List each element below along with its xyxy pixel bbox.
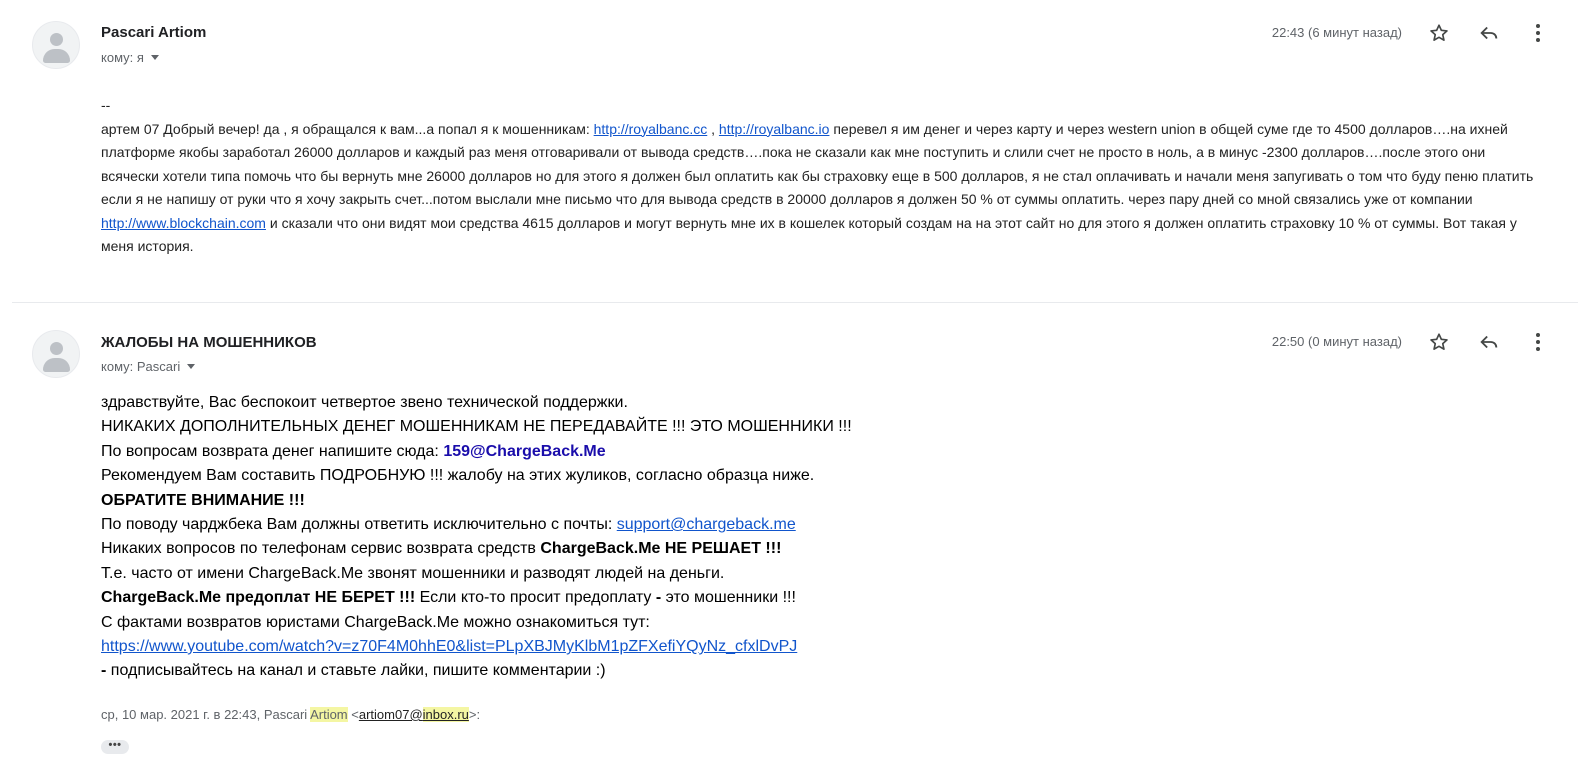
sender-name[interactable]: Pascari Artiom xyxy=(101,24,207,41)
message-paragraph: артем 07 Добрый вечер! да , я обращался к вам...а попал я к мошенникам: http://royalbanc.cc , http://royalbanc.io перевел я им денег и через карту и через western union в общей суме где то 4500 долларов….на ихней платформе якобы заработал 26000 долларов и каждый раз меня отговаривали от вывода средств….пока не сказали как мне поступить и слили счет не просто в ноль, а в минус -2300 долларов….после этого они всячески хотели типа помочь что бы вернуть мне 26000 долларов но для этого я должен был оплатить как бы страховку еще в 500 долларов, я не стал оплачивать и начали меня запугивать о том что буду пеню платить если я не напишу от руки что я хочу закрыть счет...потом выслали мне письмо что для вывода средств в 20000 долларов я должен 50 % от суммы оплатить. через пару дней со мной связались уже от компании http://www.blockchain.com и сказали что они видят мои средства 4615 долларов и могут вернуть мне их в кошелек который создам на на этот сайт но для этого я должен оплатить страховку 10 % от суммы. Вот такая у меня история. xyxy=(101,120,1534,254)
link-royalbanc-io[interactable]: http://royalbanc.io xyxy=(718,120,830,137)
more-vert-icon[interactable] xyxy=(1523,327,1553,357)
body-line: Рекомендуем Вам составить ПОДРОБНУЮ !!! жалобу на этих жуликов, согласно образца ниже. xyxy=(101,467,815,485)
recipient-line[interactable] xyxy=(101,50,159,65)
chevron-down-icon[interactable] xyxy=(187,364,195,369)
quote-email-link[interactable]: artiom07@inbox.ru xyxy=(358,707,469,722)
avatar-icon[interactable] xyxy=(32,330,80,378)
recipient-label: кому: Pascari xyxy=(101,359,181,374)
support-email-link[interactable]: support@chargeback.me xyxy=(616,516,796,534)
recipient-line[interactable] xyxy=(101,359,195,374)
reply-icon[interactable] xyxy=(1474,18,1504,48)
body-line: По вопросам возврата денег напишите сюда: 159@ChargeBack.Me xyxy=(101,442,606,460)
body-line: здравствуйте, Вас беспокоит четвертое звено технической поддержки. xyxy=(101,394,628,411)
chevron-down-icon[interactable] xyxy=(151,55,159,60)
sender-name[interactable]: ЖАЛОБЫ НА МОШЕННИКОВ xyxy=(101,334,317,351)
recipient-label: кому: я xyxy=(101,50,144,65)
body-line: По поводу чарджбека Вам должны ответить исключительно с почты: support@chargeback.me xyxy=(101,516,796,534)
signature: -- xyxy=(101,97,111,113)
highlighted-name: Artiom xyxy=(310,707,348,722)
body-line: - подписывайтесь на канал и ставьте лайки, пишите комментарии :) xyxy=(101,662,606,680)
message-body xyxy=(101,391,1301,684)
link-blockchain[interactable]: http://www.blockchain.com xyxy=(101,214,266,231)
link-royalbanc-cc[interactable]: http://royalbanc.cc xyxy=(593,120,708,137)
message-body xyxy=(101,94,1541,259)
star-icon[interactable] xyxy=(1424,327,1454,357)
quote-attribution: ср, 10 мар. 2021 г. в 22:43, Pascari Artiom <artiom07@inbox.ru>: xyxy=(101,707,481,722)
body-line: Т.е. часто от имени ChargeBack.Me звонят мошенники и разводят людей на деньги. xyxy=(101,564,725,582)
body-line xyxy=(101,635,1301,659)
star-icon[interactable] xyxy=(1424,18,1454,48)
message-time: 22:50 (0 минут назад) xyxy=(1271,334,1402,349)
more-vert-icon[interactable] xyxy=(1523,18,1553,48)
chargeback-email[interactable]: 159@ChargeBack.Me xyxy=(443,442,606,460)
body-line: ОБРАТИТЕ ВНИМАНИЕ !!! xyxy=(101,491,305,509)
reply-icon[interactable] xyxy=(1474,327,1504,357)
body-line: ChargeBack.Me предоплат НЕ БЕРЕТ !!! Если кто-то просит предоплату - это мошенники !!! xyxy=(101,589,796,607)
message-divider xyxy=(12,302,1578,303)
message-time: 22:43 (6 минут назад) xyxy=(1271,25,1402,40)
body-line: НИКАКИХ ДОПОЛНИТЕЛЬНЫХ ДЕНЕГ МОШЕННИКАМ НЕ ПЕРЕДАВАЙТЕ !!! ЭТО МОШЕННИКИ !!! xyxy=(101,418,852,436)
body-line: Никаких вопросов по телефонам сервис возврата средств ChargeBack.Me НЕ РЕШАЕТ !!! xyxy=(101,540,782,558)
body-line: С фактами возвратов юристами ChargeBack.Me можно ознакомиться тут: xyxy=(101,613,650,631)
avatar-icon[interactable] xyxy=(32,21,80,69)
youtube-link[interactable]: https://www.youtube.com/watch?v=z70F4M0hhE0&list=PLpXBJMyKlbM1pZFXefiYQyNz_cfxlDvPJ xyxy=(101,638,798,656)
show-trimmed-content-button[interactable]: ••• xyxy=(101,740,129,754)
